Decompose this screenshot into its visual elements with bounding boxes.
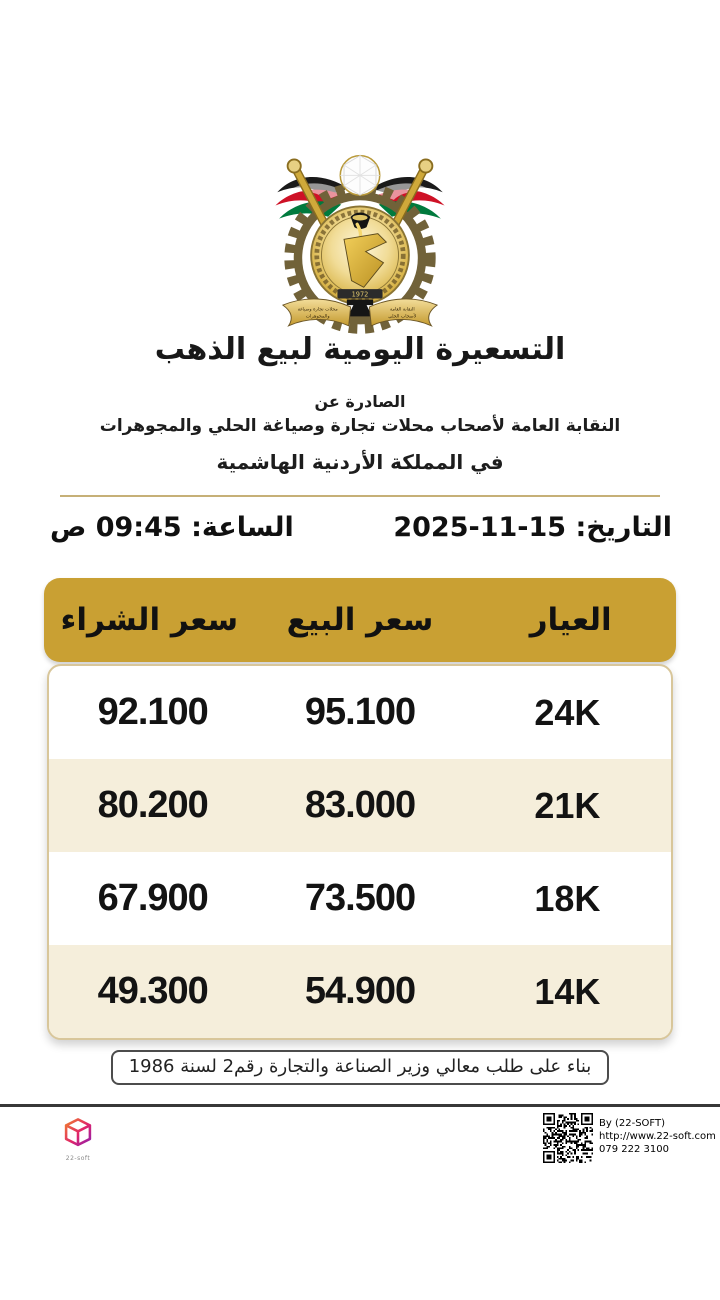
22soft-logo-label: 22-soft [65, 1155, 91, 1162]
subtitle-kingdom: في المملكة الأردنية الهاشمية [216, 450, 504, 474]
legal-note-wrap [0, 1050, 720, 1085]
subtitle-issued-by: الصادرة عن [314, 392, 406, 411]
credit-block [599, 1117, 716, 1156]
credit-url: http://www.22-soft.com [599, 1131, 716, 1142]
buy-price-cell: 49.300 [97, 970, 208, 1012]
page-title: التسعيرة اليومية لبيع الذهب [154, 332, 566, 367]
subtitle-syndicate-name: النقابة العامة لأصحاب محلات تجارة وصياغة الحلي والمجوهرات [99, 416, 621, 436]
time-label: الساعة: [191, 512, 294, 543]
time-value: 09:45 ص [50, 512, 182, 543]
credit-by: By (22-SOFT) [599, 1118, 665, 1129]
table-row [49, 759, 671, 852]
ribbon-right-line2: لأصحاب الحلي [388, 314, 417, 320]
karat-cell: 18K [534, 877, 601, 919]
gold-divider [60, 495, 660, 497]
header-karat: العيار [529, 602, 612, 638]
datetime-row [50, 512, 672, 543]
22soft-logo [58, 1116, 98, 1162]
time-group [50, 512, 294, 543]
table-row [49, 945, 671, 1038]
emblem-graphic [266, 146, 454, 342]
header-buy-price: سعر الشراء [60, 602, 239, 638]
buy-price-cell: 67.900 [97, 877, 208, 919]
karat-cell: 21K [534, 784, 601, 826]
est-band [337, 289, 382, 299]
diamond-ball [340, 156, 379, 195]
footer-divider [0, 1104, 720, 1107]
qr-graphic [543, 1113, 593, 1163]
date-label: التاريخ: [575, 512, 672, 543]
qr-code [543, 1113, 593, 1163]
table-row [49, 852, 671, 945]
sell-price-cell: 83.000 [304, 784, 416, 826]
sell-price-cell: 73.500 [304, 877, 416, 919]
sell-price-cell: 54.900 [304, 970, 416, 1012]
price-table-header [44, 578, 676, 662]
cube-icon [61, 1116, 95, 1150]
est-year-text: 1972 [351, 290, 369, 299]
syndicate-emblem-logo [266, 146, 454, 342]
date-value: 15-11-2025 [393, 512, 567, 543]
header-sell-price: سعر البيع [286, 602, 434, 638]
sell-price-cell: 95.100 [304, 691, 416, 733]
table-row [49, 666, 671, 759]
buy-price-cell: 80.200 [97, 784, 208, 826]
ribbon-left-line1: محلات تجارة وصياغة [297, 307, 338, 313]
price-table-body [47, 664, 673, 1040]
legal-note: بناء على طلب معالي وزير الصناعة والتجارة رقم2 لسنة 1986 [111, 1050, 610, 1085]
date-group [393, 512, 672, 543]
credit-phone: 079 222 3100 [599, 1144, 669, 1155]
karat-cell: 24K [534, 691, 601, 733]
buy-price-cell: 92.100 [97, 691, 208, 733]
ribbon-left-line2: والمجوهرات [305, 314, 330, 320]
ribbon-right-line1: النقابة العامة [389, 307, 415, 313]
karat-cell: 14K [534, 970, 601, 1012]
